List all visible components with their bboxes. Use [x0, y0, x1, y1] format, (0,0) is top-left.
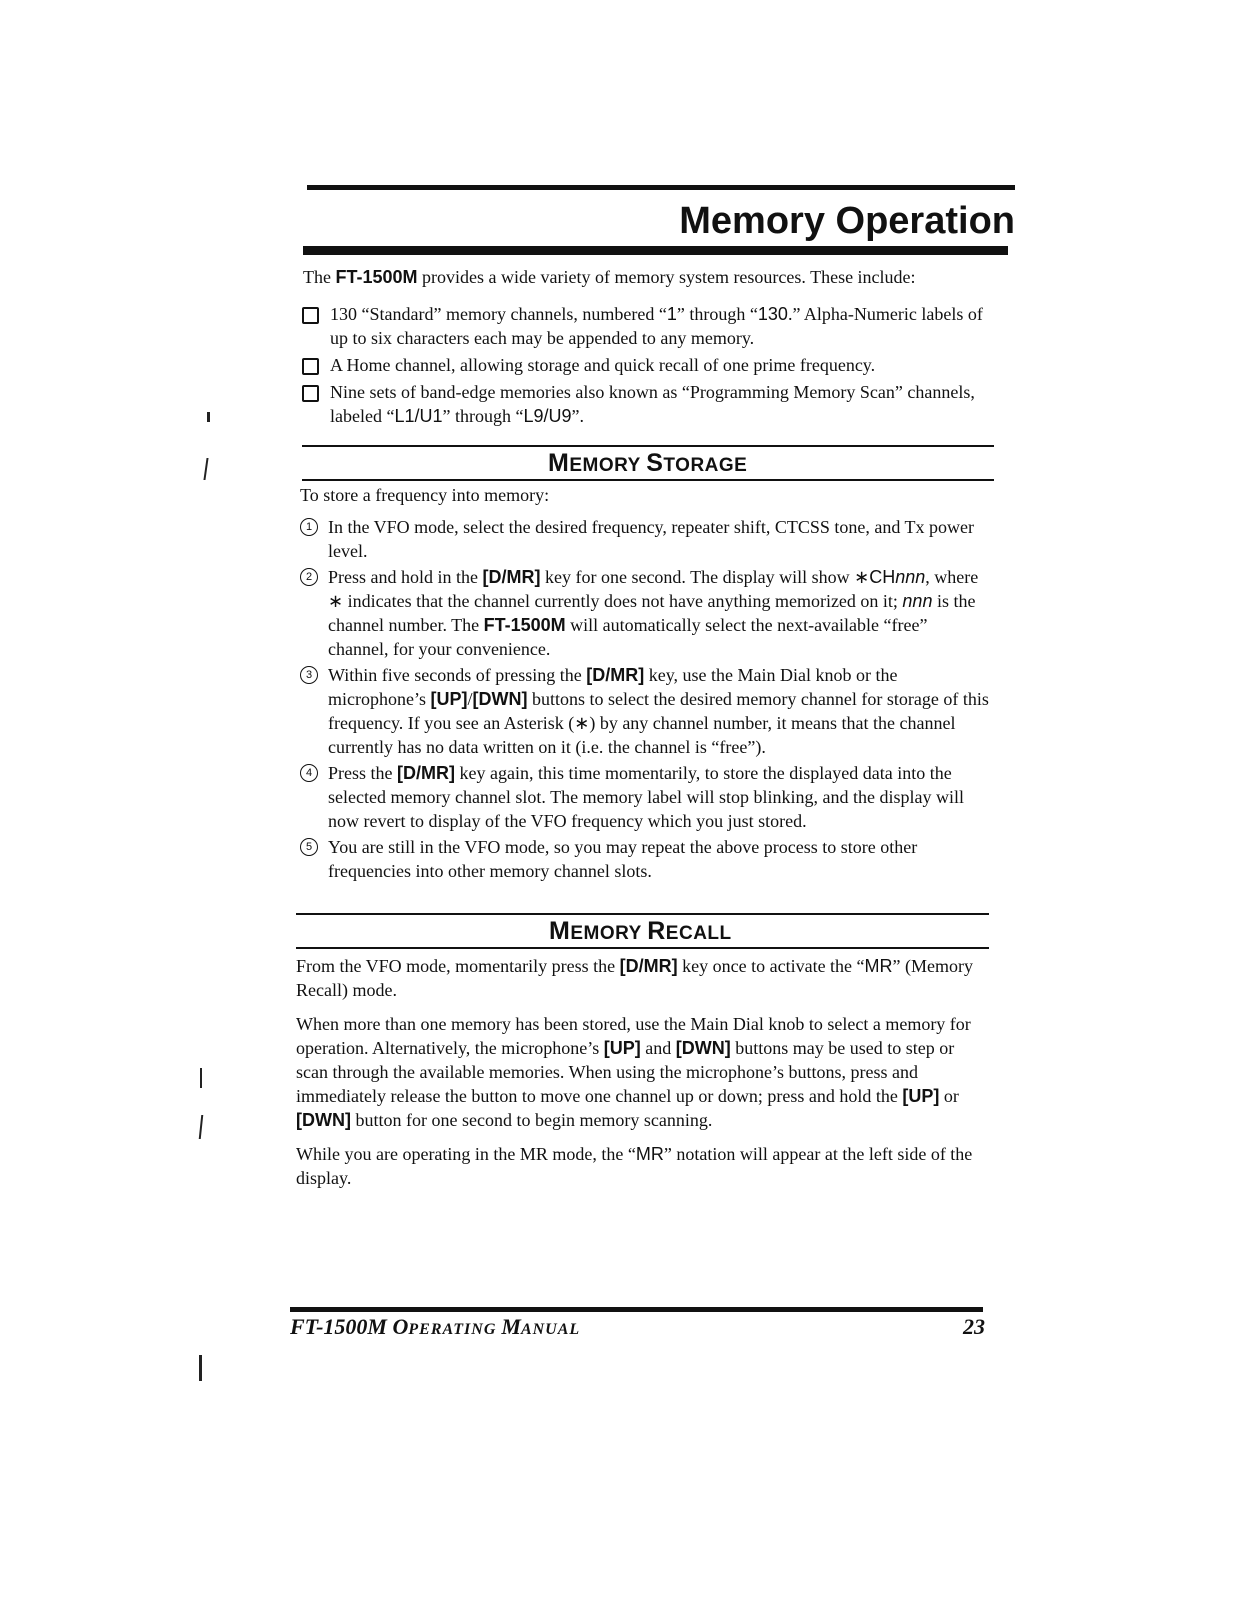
list-item: 1 In the VFO mode, select the desired frequency, repeater shift, CTCSS tone, and Tx power level. [300, 515, 992, 563]
page-title: Memory Operation [679, 200, 1015, 242]
scan-mark [207, 412, 210, 422]
page-number: 23 [963, 1314, 985, 1339]
list-item: Nine sets of band-edge memories also known as “Programming Memory Scan” channels, labeled “L1/U1” through “L9/U9”. [300, 380, 998, 428]
storage-lead: To store a frequency into memory: [300, 485, 550, 505]
step-number: 5 [300, 838, 318, 856]
storage-steps [300, 483, 992, 885]
recall-paragraph: While you are operating in the MR mode, the “MR” notation will appear at the left side of the display. [296, 1144, 973, 1188]
list-item: 3 Within five seconds of pressing the [D/MR] key, use the Main Dial knob or the microphone’s [UP]/[DWN] buttons to select the desired memory channel for storage of this frequency. If you see an Asterisk (∗) by any channel number, it means that the channel currently has no data written on it (i.e. the channel is “free”). [300, 663, 992, 759]
feature-list [300, 302, 998, 431]
step-number: 3 [300, 666, 318, 684]
section-title-memory-storage: MEMORY STORAGE [548, 449, 748, 477]
section-rule [296, 913, 989, 915]
intro-paragraph: The FT-1500M provides a wide variety of memory system resources. These include: [303, 267, 916, 287]
section-title-memory-recall: MEMORY RECALL [549, 917, 732, 945]
section-rule [296, 947, 989, 949]
checkbox-bullet-icon [302, 385, 319, 402]
list-item: 2 Press and hold in the [D/MR] key for one second. The display will show ∗CHnnn, where ∗ indicates that the channel currently does not have anything memorized on it; nnn is the channel number. The FT-1500M will automatically select the next-available “free” channel, for your convenience. [300, 565, 992, 661]
section-rule [302, 445, 994, 447]
step-number: 4 [300, 764, 318, 782]
recall-paragraph: From the VFO mode, momentarily press the [D/MR] key once to activate the “MR” (Memory Recall) mode. [296, 956, 974, 1000]
list-item: 4 Press the [D/MR] key again, this time momentarily, to store the displayed data into the selected memory channel slot. The memory label will stop blinking, and the display will now revert to display of the VFO frequency which you just stored. [300, 761, 992, 833]
step-number: 1 [300, 518, 318, 536]
scan-mark [199, 1355, 202, 1381]
recall-body [296, 954, 988, 1200]
checkbox-bullet-icon [302, 358, 319, 375]
section-rule [302, 479, 994, 481]
scan-mark [199, 1115, 204, 1139]
scan-mark [200, 1068, 202, 1088]
footer-rule [290, 1307, 983, 1312]
step-number: 2 [300, 568, 318, 586]
scan-mark [203, 458, 208, 480]
list-item: 5 You are still in the VFO mode, so you may repeat the above process to store other frequencies into other memory channel slots. [300, 835, 992, 883]
checkbox-bullet-icon [302, 307, 319, 324]
title-rule [303, 246, 1008, 255]
footer-manual-title: FT-1500M OPERATING MANUAL [290, 1314, 581, 1339]
recall-paragraph: When more than one memory has been stored, use the Main Dial knob to select a memory for operation. Alternatively, the microphone’s [UP] and [DWN] buttons may be used to step or scan through the available memories. When using the microphone’s buttons, press and immediately release the button to move one channel up or down; press and hold the [UP] or [DWN] button for one second to begin memory scanning. [296, 1014, 971, 1130]
list-item: 130 “Standard” memory channels, numbered “1” through “130.” Alpha-Numeric labels of up to six characters each may be appended to any memory. [300, 302, 998, 350]
list-item: A Home channel, allowing storage and quick recall of one prime frequency. [300, 353, 998, 377]
top-rule [307, 185, 1015, 190]
